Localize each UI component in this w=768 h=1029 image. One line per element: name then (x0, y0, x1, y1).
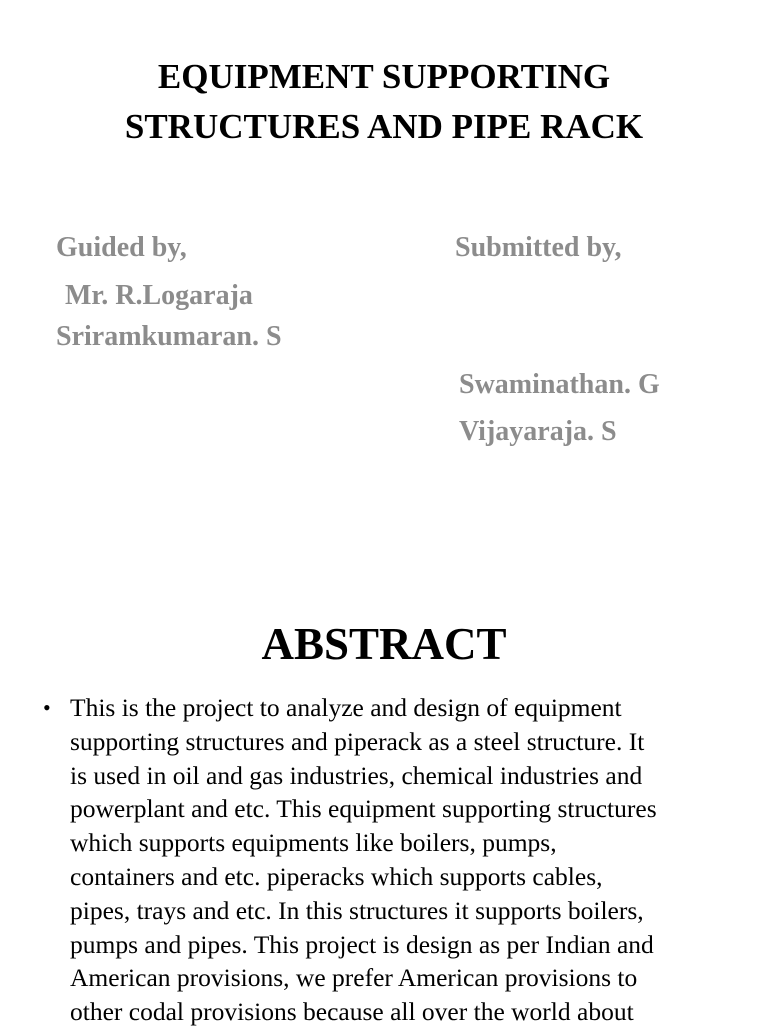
abstract-line: pipes, trays and etc. In this structures it supports boilers, (70, 895, 644, 925)
abstract-line: other codal provisions because all over the world about (70, 997, 634, 1027)
student-name: Swaminathan. G (459, 369, 660, 400)
abstract-list (40, 691, 730, 1029)
guided-by-label: Guided by, (56, 232, 187, 263)
abstract-line: supporting structures and piperack as a steel structure. It (70, 726, 645, 756)
title-line-1: EQUIPMENT SUPPORTING (157, 57, 611, 96)
submitted-by-label: Submitted by, (455, 232, 622, 263)
abstract-line: American provisions, we prefer American provisions to (70, 963, 638, 993)
abstract-line: which supports equipments like boilers, pumps, (70, 828, 557, 858)
abstract-line: powerplant and etc. This equipment supporting structures (70, 794, 657, 824)
title-line-2: STRUCTURES AND PIPE RACK (124, 107, 644, 146)
bullet-icon: • (43, 695, 51, 720)
abstract-heading: ABSTRACT (261, 619, 507, 669)
student-name: Vijayaraja. S (459, 416, 617, 447)
slide-title (0, 52, 768, 152)
abstract-line: pumps and pipes. This project is design as per Indian and (70, 929, 654, 959)
abstract-line: is used in oil and gas industries, chemical industries and (70, 760, 643, 790)
student-name: Sriramkumaran. S (56, 321, 282, 352)
abstract-line: This is the project to analyze and design of equipment (70, 693, 622, 722)
abstract-bullet-item (40, 691, 730, 1029)
guide-name: Mr. R.Logaraja (65, 280, 253, 311)
abstract-line: containers and etc. piperacks which supports cables, (70, 861, 603, 891)
